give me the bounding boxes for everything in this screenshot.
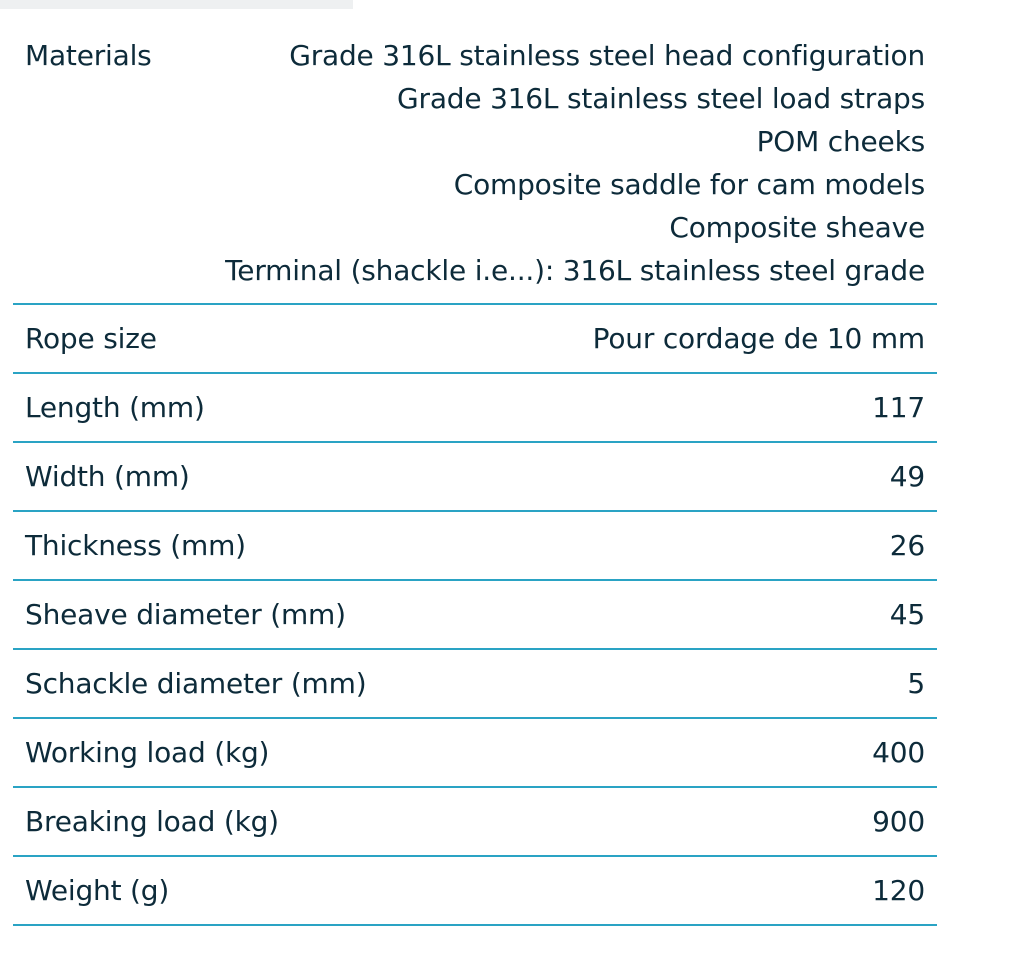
spec-label: Working load (kg) (25, 736, 270, 769)
top-tab-strip (0, 0, 353, 9)
spec-label: Rope size (25, 322, 157, 355)
materials-item: Terminal (shackle i.e...): 316L stainless steel grade (225, 254, 925, 287)
spec-row-shackle-diameter (13, 650, 937, 719)
spec-value: 900 (872, 805, 925, 838)
spec-row-rope-size (13, 305, 937, 374)
spec-row-sheave-diameter (13, 581, 937, 650)
materials-item: Composite sheave (669, 211, 925, 244)
spec-value: 49 (889, 460, 925, 493)
materials-item: Grade 316L stainless steel head configuration (289, 39, 925, 72)
spec-label: Schackle diameter (mm) (25, 667, 367, 700)
spec-row-breaking-load (13, 788, 937, 857)
spec-row-working-load (13, 719, 937, 788)
spec-label: Length (mm) (25, 391, 205, 424)
spec-value: 400 (872, 736, 925, 769)
spec-label: Thickness (mm) (25, 529, 246, 562)
spec-row-weight (13, 857, 937, 926)
spec-value: 117 (872, 391, 925, 424)
spec-row-materials (13, 34, 937, 305)
spec-label: Weight (g) (25, 874, 170, 907)
materials-list (225, 34, 925, 292)
spec-value: 120 (872, 874, 925, 907)
spec-value: 5 (907, 667, 925, 700)
spec-row-length (13, 374, 937, 443)
spec-row-thickness (13, 512, 937, 581)
spec-row-width (13, 443, 937, 512)
materials-item: Composite saddle for cam models (453, 168, 925, 201)
spec-value: 26 (889, 529, 925, 562)
materials-item: Grade 316L stainless steel load straps (397, 82, 925, 115)
specifications-table (13, 34, 937, 926)
spec-label: Breaking load (kg) (25, 805, 279, 838)
spec-label: Sheave diameter (mm) (25, 598, 346, 631)
materials-item: POM cheeks (756, 125, 925, 158)
spec-value: Pour cordage de 10 mm (592, 322, 925, 355)
spec-value: 45 (889, 598, 925, 631)
spec-label-materials: Materials (25, 39, 152, 72)
spec-label: Width (mm) (25, 460, 190, 493)
